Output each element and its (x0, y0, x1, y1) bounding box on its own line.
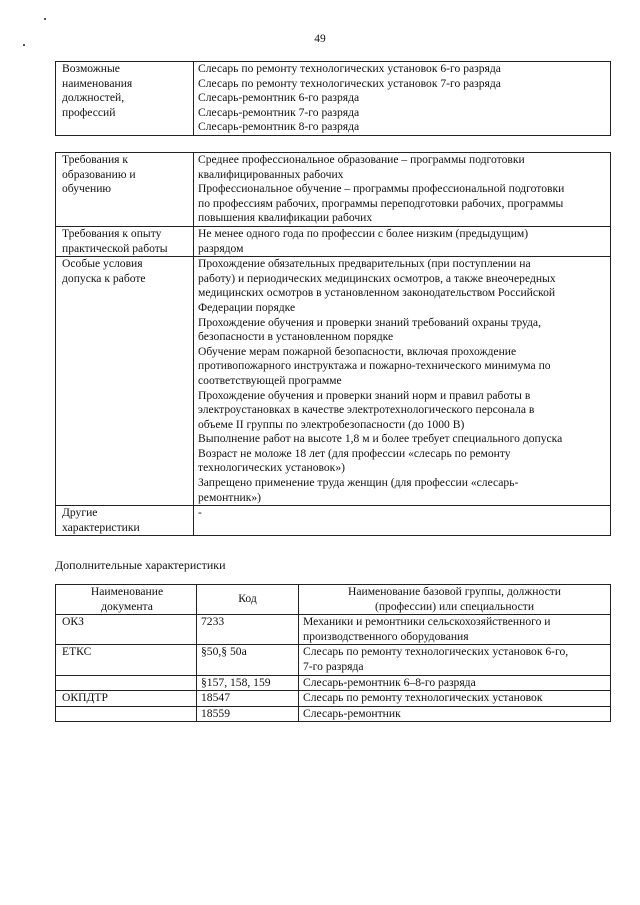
position-name: Слесарь по ремонту технологических установок 7-го разряда (198, 76, 501, 90)
value-line: Прохождение обучения и проверки знаний требований охраны труда, (198, 315, 541, 329)
label-line: профессий (62, 105, 116, 119)
value-line: Профессиональное обучение – программы профессиональной подготовки (198, 182, 565, 196)
value-line: работу) и периодических медицинских осмотров, а также внеочередных (198, 271, 556, 285)
row-label (56, 226, 194, 256)
table-row (56, 226, 611, 256)
value-line: противопожарного инструктажа и пожарно-технического минимума по (198, 359, 551, 373)
name-line: Слесарь по ремонту технологических установок 6-го, (303, 645, 569, 659)
name-line: 7-го разряда (303, 659, 364, 673)
header-document (56, 585, 197, 615)
row-label (56, 153, 194, 227)
header-line: Наименование (90, 585, 164, 598)
row-value (194, 506, 611, 536)
label-line: образованию и (62, 167, 136, 181)
label-line: обучению (62, 182, 112, 196)
label-line: практической работы (62, 241, 168, 255)
position-name: Слесарь-ремонтник 6-го разряда (198, 91, 360, 105)
value-line: - (198, 506, 202, 520)
label-line: Требования к опыту (62, 226, 162, 240)
header-line: Наименование базовой группы, должности (347, 585, 561, 598)
header-group-name (299, 585, 611, 615)
cell-name (299, 691, 611, 707)
cell-document (56, 675, 197, 691)
cell-name (299, 645, 611, 675)
label-line: наименования (62, 76, 133, 90)
value-line: по профессиям рабочих, программы переподготовки рабочих, программы (198, 196, 564, 210)
value-line: Выполнение работ на высоте 1,8 м и более требует специального допуска (198, 432, 563, 446)
table-row (56, 675, 611, 691)
name-line: производственного оборудования (303, 629, 469, 643)
value-line: Федерации порядке (198, 300, 296, 314)
section-heading: Дополнительные характеристики (55, 558, 226, 572)
row-label (56, 257, 194, 506)
value-line: Возраст не моложе 18 лет (для профессии «слесарь по ремонту (198, 446, 511, 460)
value-line: повышения квалификации рабочих (198, 211, 373, 225)
cell-name (299, 615, 611, 645)
value-line: электроустановках в качестве электротехнологического персонала в (198, 403, 535, 417)
value-line: Среднее профессиональное образование – программы подготовки (198, 153, 525, 166)
label-line: характеристики (62, 520, 140, 534)
table-row (56, 615, 611, 645)
cell-document: ОКПДТР (56, 691, 197, 707)
label-line: допуска к работе (62, 271, 146, 285)
table-row (56, 153, 611, 227)
cell-code: 7233 (197, 615, 299, 645)
table-row (56, 691, 611, 707)
scan-speck (44, 18, 46, 20)
value-line: безопасности в установленном порядке (198, 330, 394, 344)
cell-document: ОКЗ (56, 615, 197, 645)
cell-name (299, 706, 611, 722)
value-line: Прохождение обучения и проверки знаний норм и правил работы в (198, 388, 531, 402)
name-line: Слесарь-ремонтник (303, 706, 401, 720)
cell-document: ЕТКС (56, 645, 197, 675)
name-line: Слесарь-ремонтник 6–8-го разряда (303, 675, 476, 689)
requirements-table (55, 152, 611, 536)
row-label (56, 506, 194, 536)
header-line: документа (101, 599, 153, 613)
value-line: соответствующей программе (198, 373, 342, 387)
position-name: Слесарь-ремонтник 8-го разряда (198, 120, 360, 134)
name-line: Механики и ремонтники сельскохозяйственного и (303, 615, 551, 629)
table-row (56, 506, 611, 536)
value-line: Обучение мерам пожарной безопасности, включая прохождение (198, 344, 517, 358)
cell-code: §50,§ 50а (197, 645, 299, 675)
cell-document (56, 706, 197, 722)
row-value (194, 62, 611, 136)
value-line: Не менее одного года по профессии с более низким (предыдущим) (198, 226, 529, 240)
cell-code: §157, 158, 159 (197, 675, 299, 691)
additional-characteristics-table (55, 584, 611, 722)
positions-table (55, 61, 611, 136)
label-line: должностей, (62, 91, 125, 105)
position-name: Слесарь по ремонту технологических установок 6-го разряда (198, 62, 501, 75)
value-line: Запрещено применение труда женщин (для профессии «слесарь- (198, 476, 519, 490)
row-label (56, 62, 194, 136)
value-line: ремонтник») (198, 490, 262, 504)
label-line: Другие (62, 506, 98, 520)
position-name: Слесарь-ремонтник 7-го разряда (198, 105, 360, 119)
table-row (56, 645, 611, 675)
label-line: Возможные (62, 62, 120, 75)
row-value (194, 257, 611, 506)
name-line: Слесарь по ремонту технологических установок (303, 691, 543, 705)
table-row (56, 62, 611, 136)
cell-code: 18559 (197, 706, 299, 722)
cell-name (299, 675, 611, 691)
label-line: Требования к (62, 153, 129, 166)
table-header-row (56, 585, 611, 615)
value-line: Прохождение обязательных предварительных (при поступлении на (198, 257, 531, 271)
table-row (56, 257, 611, 506)
header-line: (профессии) или специальности (374, 599, 535, 613)
cell-code: 18547 (197, 691, 299, 707)
value-line: объеме II группы по электробезопасности (до 1000 В) (198, 417, 465, 431)
table-row (56, 706, 611, 722)
value-line: квалифицированных рабочих (198, 167, 344, 181)
row-value (194, 226, 611, 256)
value-line: технологических установок») (198, 461, 345, 475)
label-line: Особые условия (62, 257, 143, 271)
row-value (194, 153, 611, 227)
header-code: Код (197, 585, 299, 615)
page-number: 49 (314, 33, 326, 45)
value-line: разрядом (198, 241, 244, 255)
value-line: медицинских осмотров в установленном законодательством Российской (198, 286, 556, 300)
